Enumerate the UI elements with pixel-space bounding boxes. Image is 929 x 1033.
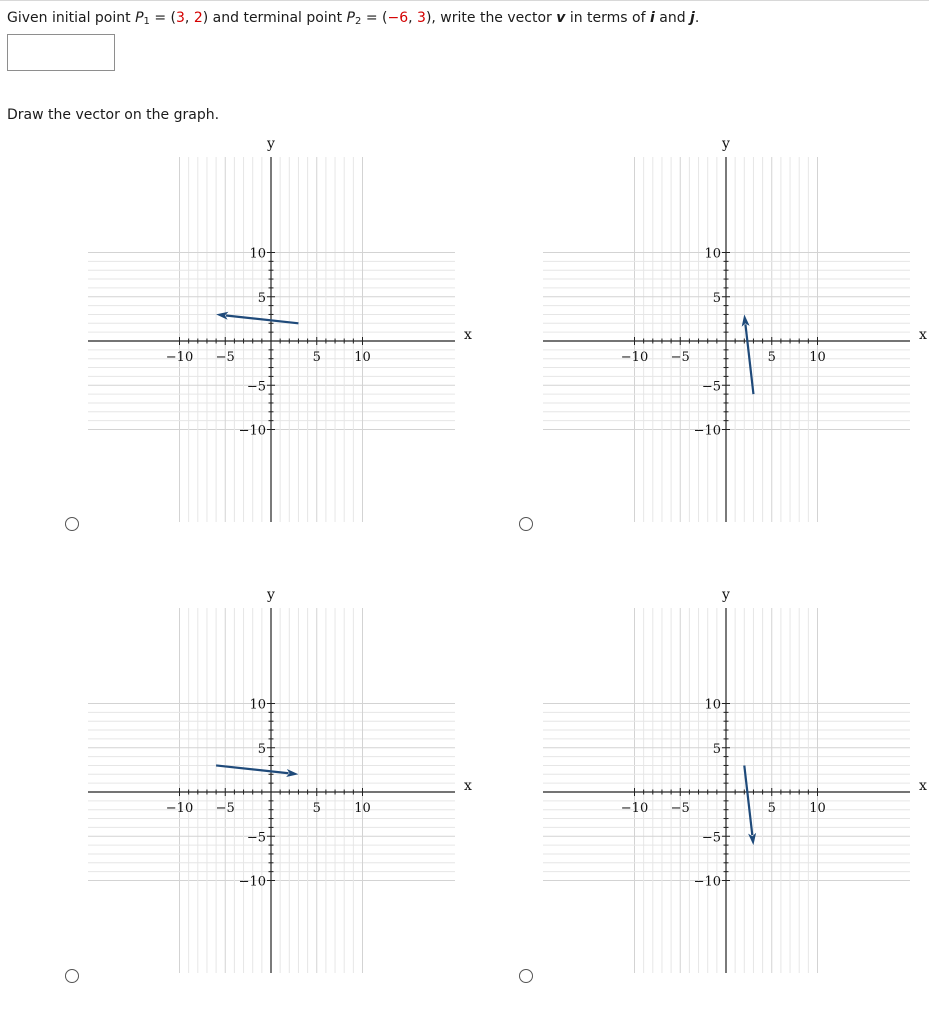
y-tick-label: −10 (693, 423, 721, 439)
question-tail: ), write the vector (425, 10, 557, 26)
y-tick-label: −10 (693, 874, 721, 890)
option-graph-2[interactable] (455, 132, 927, 582)
chart-2 (455, 132, 925, 542)
y-tick-label: 5 (257, 741, 266, 757)
y-tick-label: −5 (701, 830, 721, 846)
x-axis-label: x (919, 778, 927, 794)
option-3-radio[interactable] (65, 969, 79, 983)
p1-equals: = ( (149, 10, 176, 26)
vector-line (745, 324, 753, 394)
x-tick-label: 5 (767, 350, 776, 365)
y-tick-label: 10 (249, 697, 266, 713)
x-tick-label: 5 (767, 801, 776, 816)
y-tick-label: 5 (712, 290, 721, 306)
p1-y-value: 2 (193, 10, 203, 26)
x-tick-label: 10 (809, 350, 826, 365)
y-tick-label: 10 (704, 697, 721, 713)
y-axis-label: y (722, 587, 730, 603)
y-tick-label: 5 (257, 290, 266, 306)
x-tick-label: 10 (354, 350, 371, 365)
y-axis-label: y (267, 136, 275, 152)
x-tick-label: −10 (620, 801, 649, 816)
chart-4 (455, 583, 925, 993)
p1-comma: , (184, 10, 194, 26)
p2-y-value: 3 (417, 10, 426, 26)
x-axis-label: x (919, 327, 927, 343)
option-2-radio[interactable] (519, 517, 533, 531)
p2-equals: = ( (361, 10, 388, 26)
p2-comma: , (408, 10, 418, 26)
x-tick-label: 5 (312, 801, 321, 816)
y-tick-label: −10 (238, 874, 266, 890)
y-tick-label: 10 (249, 246, 266, 262)
x-tick-label: −10 (165, 801, 194, 816)
y-tick-label: 5 (712, 741, 721, 757)
p2-x-value: −6 (387, 10, 409, 26)
x-tick-label: −5 (215, 801, 235, 816)
p2-subscript: 2 (355, 16, 362, 27)
top-divider (0, 0, 929, 1)
x-tick-label: −10 (620, 350, 649, 365)
unit-i-symbol: i (649, 10, 655, 26)
x-tick-label: 10 (354, 801, 371, 816)
x-axis-label: x (464, 778, 472, 794)
p1-label: P (135, 10, 144, 26)
p1-x-value: 3 (176, 10, 185, 26)
y-tick-label: −5 (246, 830, 266, 846)
p2-label: P (346, 10, 355, 26)
unit-j-symbol: j (690, 10, 695, 26)
y-tick-label: −10 (238, 423, 266, 439)
option-graph-4[interactable] (455, 583, 927, 1033)
y-tick-label: −5 (701, 379, 721, 395)
p1-subscript: 1 (143, 16, 150, 27)
option-1-radio[interactable] (65, 517, 79, 531)
instruction-text: Draw the vector on the graph. (7, 107, 220, 123)
option-4-radio[interactable] (519, 969, 533, 983)
x-tick-label: −5 (670, 350, 690, 365)
question-tail2: in terms of (565, 10, 650, 26)
option-graph-1[interactable] (0, 132, 472, 582)
y-axis-label: y (722, 136, 730, 152)
x-tick-label: −5 (215, 350, 235, 365)
question-text (7, 8, 699, 32)
vector-line (744, 765, 752, 835)
x-tick-label: 5 (312, 350, 321, 365)
question-mid: ) and terminal point (202, 10, 347, 26)
y-tick-label: −5 (246, 379, 266, 395)
question-and: and (654, 10, 691, 26)
x-axis-label: x (464, 327, 472, 343)
x-tick-label: −10 (165, 350, 194, 365)
chart-1 (0, 132, 470, 542)
y-tick-label: 10 (704, 246, 721, 262)
answer-input[interactable] (7, 34, 115, 71)
y-axis-label: y (267, 587, 275, 603)
chart-3 (0, 583, 470, 993)
option-graph-3[interactable] (0, 583, 472, 1033)
question-prefix: Given initial point (7, 10, 136, 26)
x-tick-label: 10 (809, 801, 826, 816)
vector-v-symbol: v (556, 10, 566, 26)
question-period: . (694, 10, 700, 26)
x-tick-label: −5 (670, 801, 690, 816)
